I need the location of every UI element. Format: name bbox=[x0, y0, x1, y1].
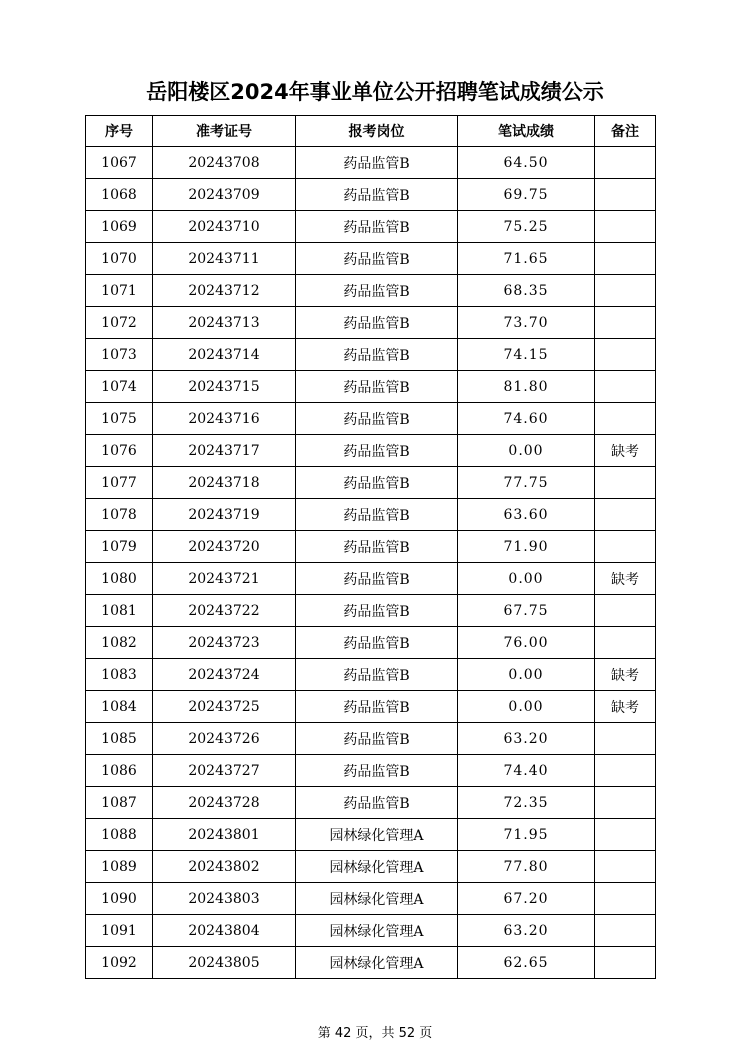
cell-remark: 缺考 bbox=[595, 435, 656, 467]
cell-remark bbox=[595, 723, 656, 755]
cell-ticket-number: 20243717 bbox=[153, 435, 296, 467]
cell-remark bbox=[595, 467, 656, 499]
table-row bbox=[86, 563, 656, 595]
page-title: 岳阳楼区2024年事业单位公开招聘笔试成绩公示 bbox=[146, 80, 604, 104]
cell-ticket-number: 20243708 bbox=[153, 147, 296, 179]
table-row bbox=[86, 787, 656, 819]
header-remark: 备注 bbox=[595, 116, 656, 147]
cell-position: 药品监管B bbox=[296, 787, 458, 819]
cell-index: 1081 bbox=[86, 595, 153, 627]
cell-index: 1092 bbox=[86, 947, 153, 979]
cell-score: 0.00 bbox=[458, 691, 595, 723]
header-position: 报考岗位 bbox=[296, 116, 458, 147]
cell-index: 1088 bbox=[86, 819, 153, 851]
cell-score: 68.35 bbox=[458, 275, 595, 307]
cell-position: 药品监管B bbox=[296, 691, 458, 723]
cell-remark bbox=[595, 275, 656, 307]
cell-position: 药品监管B bbox=[296, 595, 458, 627]
cell-index: 1071 bbox=[86, 275, 153, 307]
cell-ticket-number: 20243801 bbox=[153, 819, 296, 851]
table-body bbox=[86, 147, 656, 979]
cell-index: 1084 bbox=[86, 691, 153, 723]
cell-score: 63.60 bbox=[458, 499, 595, 531]
cell-index: 1087 bbox=[86, 787, 153, 819]
cell-score: 81.80 bbox=[458, 371, 595, 403]
cell-ticket-number: 20243720 bbox=[153, 531, 296, 563]
header-ticket-number: 准考证号 bbox=[153, 116, 296, 147]
table-row bbox=[86, 883, 656, 915]
header-score: 笔试成绩 bbox=[458, 116, 595, 147]
cell-position: 药品监管B bbox=[296, 563, 458, 595]
table-row bbox=[86, 755, 656, 787]
cell-remark bbox=[595, 371, 656, 403]
cell-index: 1089 bbox=[86, 851, 153, 883]
cell-index: 1073 bbox=[86, 339, 153, 371]
table-row bbox=[86, 595, 656, 627]
cell-score: 73.70 bbox=[458, 307, 595, 339]
cell-ticket-number: 20243710 bbox=[153, 211, 296, 243]
cell-remark bbox=[595, 499, 656, 531]
cell-index: 1075 bbox=[86, 403, 153, 435]
cell-ticket-number: 20243803 bbox=[153, 883, 296, 915]
table-row bbox=[86, 243, 656, 275]
cell-position: 药品监管B bbox=[296, 339, 458, 371]
cell-remark bbox=[595, 595, 656, 627]
cell-position: 药品监管B bbox=[296, 531, 458, 563]
cell-index: 1083 bbox=[86, 659, 153, 691]
cell-remark bbox=[595, 243, 656, 275]
cell-position: 园林绿化管理A bbox=[296, 851, 458, 883]
header-index: 序号 bbox=[86, 116, 153, 147]
table-row bbox=[86, 659, 656, 691]
cell-remark bbox=[595, 883, 656, 915]
cell-score: 71.65 bbox=[458, 243, 595, 275]
cell-remark bbox=[595, 851, 656, 883]
cell-remark bbox=[595, 339, 656, 371]
cell-ticket-number: 20243712 bbox=[153, 275, 296, 307]
cell-index: 1069 bbox=[86, 211, 153, 243]
cell-position: 药品监管B bbox=[296, 147, 458, 179]
cell-index: 1076 bbox=[86, 435, 153, 467]
cell-score: 67.75 bbox=[458, 595, 595, 627]
cell-score: 63.20 bbox=[458, 723, 595, 755]
cell-remark bbox=[595, 947, 656, 979]
cell-remark bbox=[595, 531, 656, 563]
cell-index: 1078 bbox=[86, 499, 153, 531]
table-row bbox=[86, 915, 656, 947]
cell-score: 77.80 bbox=[458, 851, 595, 883]
cell-remark bbox=[595, 819, 656, 851]
cell-position: 药品监管B bbox=[296, 627, 458, 659]
table-row bbox=[86, 851, 656, 883]
cell-ticket-number: 20243709 bbox=[153, 179, 296, 211]
cell-ticket-number: 20243802 bbox=[153, 851, 296, 883]
table-row bbox=[86, 467, 656, 499]
cell-index: 1072 bbox=[86, 307, 153, 339]
table-row bbox=[86, 403, 656, 435]
cell-remark bbox=[595, 307, 656, 339]
cell-position: 园林绿化管理A bbox=[296, 947, 458, 979]
cell-position: 药品监管B bbox=[296, 403, 458, 435]
cell-ticket-number: 20243805 bbox=[153, 947, 296, 979]
cell-index: 1074 bbox=[86, 371, 153, 403]
table-row bbox=[86, 947, 656, 979]
cell-score: 0.00 bbox=[458, 435, 595, 467]
cell-ticket-number: 20243718 bbox=[153, 467, 296, 499]
cell-score: 74.60 bbox=[458, 403, 595, 435]
cell-score: 69.75 bbox=[458, 179, 595, 211]
cell-index: 1091 bbox=[86, 915, 153, 947]
cell-index: 1085 bbox=[86, 723, 153, 755]
cell-remark bbox=[595, 915, 656, 947]
cell-remark: 缺考 bbox=[595, 691, 656, 723]
cell-remark bbox=[595, 147, 656, 179]
cell-remark: 缺考 bbox=[595, 659, 656, 691]
cell-score: 0.00 bbox=[458, 659, 595, 691]
cell-score: 67.20 bbox=[458, 883, 595, 915]
cell-remark bbox=[595, 403, 656, 435]
cell-index: 1090 bbox=[86, 883, 153, 915]
cell-score: 71.90 bbox=[458, 531, 595, 563]
cell-position: 药品监管B bbox=[296, 755, 458, 787]
cell-position: 园林绿化管理A bbox=[296, 915, 458, 947]
cell-score: 62.65 bbox=[458, 947, 595, 979]
cell-score: 63.20 bbox=[458, 915, 595, 947]
cell-ticket-number: 20243723 bbox=[153, 627, 296, 659]
table-row bbox=[86, 179, 656, 211]
cell-position: 药品监管B bbox=[296, 307, 458, 339]
cell-score: 72.35 bbox=[458, 787, 595, 819]
cell-ticket-number: 20243719 bbox=[153, 499, 296, 531]
table-row bbox=[86, 211, 656, 243]
cell-index: 1086 bbox=[86, 755, 153, 787]
cell-position: 园林绿化管理A bbox=[296, 883, 458, 915]
table-row bbox=[86, 819, 656, 851]
table-row bbox=[86, 275, 656, 307]
cell-score: 64.50 bbox=[458, 147, 595, 179]
score-table bbox=[85, 115, 656, 979]
cell-ticket-number: 20243804 bbox=[153, 915, 296, 947]
cell-position: 药品监管B bbox=[296, 467, 458, 499]
cell-ticket-number: 20243711 bbox=[153, 243, 296, 275]
cell-remark bbox=[595, 787, 656, 819]
table-row bbox=[86, 499, 656, 531]
cell-score: 76.00 bbox=[458, 627, 595, 659]
cell-position: 药品监管B bbox=[296, 243, 458, 275]
table-row bbox=[86, 307, 656, 339]
cell-ticket-number: 20243713 bbox=[153, 307, 296, 339]
cell-ticket-number: 20243714 bbox=[153, 339, 296, 371]
cell-index: 1080 bbox=[86, 563, 153, 595]
cell-index: 1067 bbox=[86, 147, 153, 179]
cell-position: 园林绿化管理A bbox=[296, 819, 458, 851]
cell-position: 药品监管B bbox=[296, 179, 458, 211]
cell-score: 74.15 bbox=[458, 339, 595, 371]
cell-position: 药品监管B bbox=[296, 371, 458, 403]
cell-remark: 缺考 bbox=[595, 563, 656, 595]
cell-ticket-number: 20243722 bbox=[153, 595, 296, 627]
table-row bbox=[86, 147, 656, 179]
cell-score: 74.40 bbox=[458, 755, 595, 787]
cell-ticket-number: 20243728 bbox=[153, 787, 296, 819]
cell-index: 1068 bbox=[86, 179, 153, 211]
table-header-row bbox=[86, 116, 656, 147]
cell-remark bbox=[595, 755, 656, 787]
cell-ticket-number: 20243726 bbox=[153, 723, 296, 755]
cell-score: 71.95 bbox=[458, 819, 595, 851]
cell-position: 药品监管B bbox=[296, 499, 458, 531]
cell-ticket-number: 20243721 bbox=[153, 563, 296, 595]
cell-ticket-number: 20243715 bbox=[153, 371, 296, 403]
cell-position: 药品监管B bbox=[296, 435, 458, 467]
cell-remark bbox=[595, 211, 656, 243]
cell-ticket-number: 20243727 bbox=[153, 755, 296, 787]
table-row bbox=[86, 339, 656, 371]
cell-index: 1082 bbox=[86, 627, 153, 659]
cell-position: 药品监管B bbox=[296, 723, 458, 755]
cell-ticket-number: 20243725 bbox=[153, 691, 296, 723]
table-row bbox=[86, 723, 656, 755]
table-row bbox=[86, 435, 656, 467]
table-row bbox=[86, 691, 656, 723]
cell-index: 1079 bbox=[86, 531, 153, 563]
table-row bbox=[86, 371, 656, 403]
cell-ticket-number: 20243716 bbox=[153, 403, 296, 435]
cell-remark bbox=[595, 627, 656, 659]
cell-position: 药品监管B bbox=[296, 659, 458, 691]
cell-score: 0.00 bbox=[458, 563, 595, 595]
cell-score: 77.75 bbox=[458, 467, 595, 499]
cell-score: 75.25 bbox=[458, 211, 595, 243]
cell-index: 1070 bbox=[86, 243, 153, 275]
cell-remark bbox=[595, 179, 656, 211]
page-footer: 第 42 页，共 52 页 bbox=[317, 1026, 433, 1041]
cell-ticket-number: 20243724 bbox=[153, 659, 296, 691]
cell-position: 药品监管B bbox=[296, 275, 458, 307]
table-row bbox=[86, 531, 656, 563]
table-row bbox=[86, 627, 656, 659]
cell-position: 药品监管B bbox=[296, 211, 458, 243]
cell-index: 1077 bbox=[86, 467, 153, 499]
